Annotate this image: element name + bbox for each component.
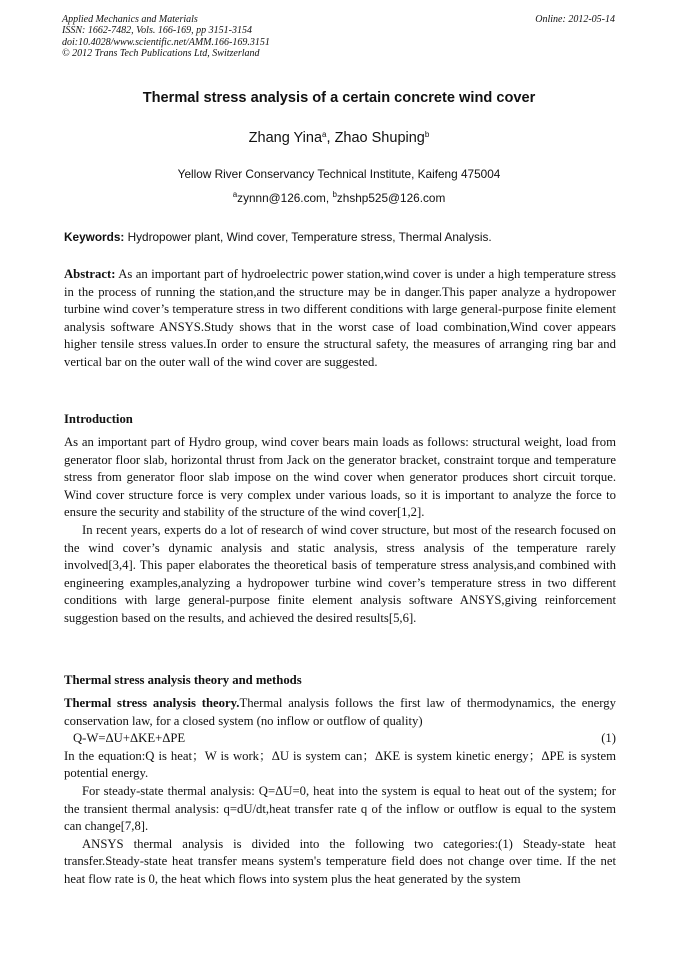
email-a: zynnn@126.com, (237, 191, 333, 205)
author-2-sup: b (424, 130, 430, 139)
equation-1-number: (1) (601, 731, 616, 746)
theory-paragraph-1-text: Thermal analysis follows the first law of thermodynamics, the energy conservation law, for a closed system (no inflow or outflow of quality) (64, 696, 616, 728)
equation-row (64, 730, 616, 748)
equation-1: Q-W=ΔU+ΔKE+ΔPE (73, 731, 186, 746)
section-2-heading: Thermal stress analysis theory and methods (64, 673, 302, 687)
author-separator: , (326, 130, 335, 146)
email-line (0, 191, 678, 205)
section-2-body (64, 695, 616, 889)
abstract-label: Abstract: (64, 267, 116, 281)
keywords (64, 230, 616, 244)
theory-subheading: Thermal stress analysis theory. (64, 696, 240, 710)
abstract-text: As an important part of hydroelectric power station,wind cover is under a high temperature stress in the process of running the station,and the structure may be in danger.This paper analyze a hydropower turbine wind cover’s temperature stress in two different conditions with large general-purpose finite element analysis software ANSYS.Study shows that in the worst case of load combination,Wind cover appears higher tensile stress values.In order to ensure the structural safety, the measures of arranging ring bar and vertical bar on the outer wall of the wind cover are suggested. (64, 267, 616, 369)
author-line (0, 130, 678, 146)
email-a-sup: a (232, 190, 238, 199)
abstract (64, 266, 616, 372)
journal-header (62, 14, 615, 59)
introduction-body (64, 434, 616, 628)
keywords-text: Hydropower plant, Wind cover, Temperature stress, Thermal Analysis. (124, 230, 492, 244)
theory-paragraph-3: For steady-state thermal analysis: Q=ΔU=0, heat into the system is equal to heat out of the system; for the transient thermal analysis: q=dU/dt,heat transfer rate q of the inflow or outflow is equal to the system can change[7,8]. (64, 783, 616, 834)
journal-name: Applied Mechanics and Materials (62, 14, 198, 25)
intro-paragraph-1: As an important part of Hydro group, wind cover bears main loads as follows: structural weight, load from generator floor slab, horizontal thrust from Jack on the generator bracket, constraint torque and temperature stress from generator floor slab impose on the wind cover when generator produces short circuit torque. Wind cover structure force is very complex under various loads, so it is important to analyze the force to ensure the security and stability of the structure of the wind cover[1,2]. (64, 435, 616, 520)
email-b-sup: b (332, 190, 337, 199)
theory-paragraph-1 (64, 695, 616, 730)
email-b: zhshp525@126.com (336, 191, 446, 205)
copyright-line: © 2012 Trans Tech Publications Ltd, Switzerland (62, 47, 260, 59)
issn-line: ISSN: 1662-7482, Vols. 166-169, pp 3151-3154 (62, 25, 252, 37)
doi-line: doi:10.4028/www.scientific.net/AMM.166-169.3151 (62, 36, 270, 48)
author-2: Zhao Shuping (334, 130, 425, 146)
theory-paragraph-2: In the equation:Q is heat；W is work；ΔU is system can；ΔKE is system kinetic energy；ΔPE is system potential energy. (64, 748, 616, 781)
author-1: Zhang Yina (248, 130, 323, 146)
theory-paragraph-4: ANSYS thermal analysis is divided into the following two categories:(1) Steady-state heat transfer.Steady-state heat transfer means system's temperature field does not change over time. If the net heat flow rate is 0, the heat which flows into system plus the heat generated by the system (64, 836, 616, 886)
intro-paragraph-2: In recent years, experts do a lot of research of wind cover structure, but most of the research focused on the wind cover’s dynamic analysis and static analysis, stress analysis of the temperature rarely involved[3,4]. This paper elaborates the theoretical basis of temperature stress analysis,and combined with engineering examples,analyzing a hydropower turbine wind cover’s temperature stress in two different conditions with large general-purpose finite element analysis software ANSYS,giving reinforcement suggestion based on the results, and achieved the desired results[5,6]. (64, 522, 616, 625)
online-date: Online: 2012-05-14 (535, 14, 615, 25)
author-1-sup: a (322, 130, 327, 139)
affiliation: Yellow River Conservancy Technical Institute, Kaifeng 475004 (177, 167, 501, 181)
introduction-heading: Introduction (64, 412, 133, 426)
paper-title: Thermal stress analysis of a certain concrete wind cover (142, 90, 536, 106)
keywords-label: Keywords: (64, 230, 125, 244)
